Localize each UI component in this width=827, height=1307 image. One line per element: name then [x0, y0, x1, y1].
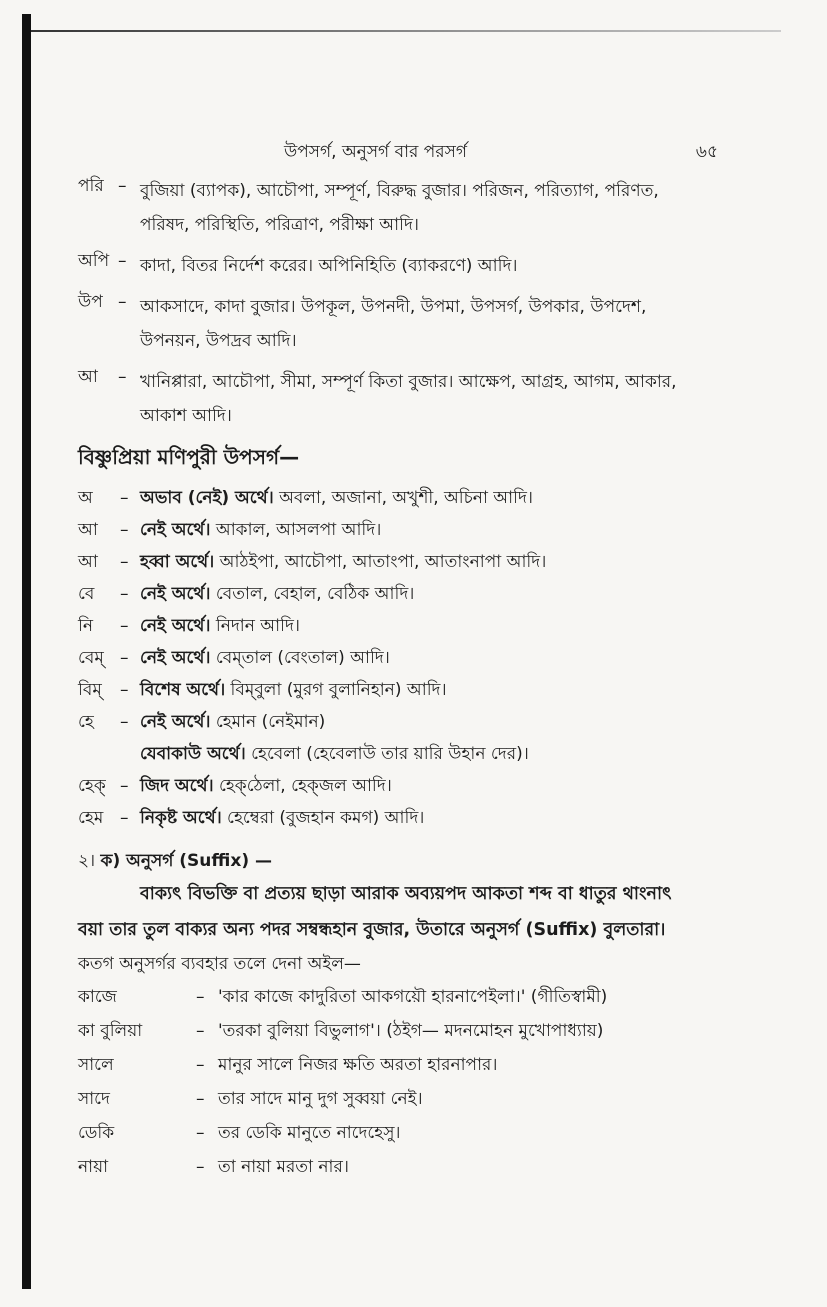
suffix-entry	[78, 1048, 718, 1082]
entry-dash: –	[120, 616, 129, 636]
mp-prefix-examples: বিম্‌বুলা (মুরগ বুলানিহান) আদি।	[225, 680, 447, 700]
suffix-term: কা বুলিয়া	[78, 1021, 143, 1041]
entry-dash: –	[196, 1021, 205, 1041]
mp-prefix-continuation	[78, 738, 718, 770]
suffix-term: কাজে	[78, 987, 117, 1007]
mp-prefix-meaning: যেবাকাউ অর্থে।	[140, 744, 246, 764]
entry-dash: –	[118, 367, 127, 387]
prefix-term: আ	[78, 367, 98, 387]
mp-prefix-examples: হেমান (নেইমান)	[210, 712, 326, 732]
suffix-term: নায়া	[78, 1157, 109, 1177]
mp-prefix-entry	[78, 770, 718, 802]
suffix-term: ডেকি	[78, 1123, 115, 1143]
entry-dash: –	[196, 987, 205, 1007]
mp-prefix-meaning: জিদ অর্থে।	[140, 776, 214, 796]
entry-dash: –	[196, 1123, 205, 1143]
prefix-meaning: খানিপ্পারা, আচৌপা, সীমা, সম্পূর্ণ কিতা বুজার।	[140, 372, 454, 392]
suffix-entry	[78, 1150, 718, 1184]
suffix-example: তর ডেকি মানুতে নাদেহেসু।	[218, 1123, 401, 1143]
mp-prefix-entry	[78, 674, 718, 706]
prefix-examples-cont: আকাশ আদি।	[140, 406, 232, 426]
mp-prefix-meaning: নেই অর্থে।	[140, 712, 211, 732]
mp-prefix-meaning: নেই অর্থে।	[140, 616, 211, 636]
entry-dash: –	[120, 520, 129, 540]
prefix-meaning: বুজিয়া (ব্যাপক), আচৌপা, সম্পূর্ণ, বিরুদ্ধ বুজার।	[140, 181, 467, 201]
entry-dash: –	[196, 1157, 205, 1177]
suffix-term: সালে	[78, 1055, 114, 1075]
prefix-examples-cont: পরিষদ, পরিস্থিতি, পরিত্রাণ, পরীক্ষা আদি।	[140, 215, 419, 235]
prefix-entry	[78, 365, 718, 433]
suffix-example: তার সাদে মানু দুগ সুব্বয়া নেই।	[218, 1089, 423, 1109]
mp-prefix-entry	[78, 802, 718, 834]
page-number: ৬৫	[695, 142, 718, 162]
entry-dash: –	[196, 1055, 205, 1075]
mp-prefix-meaning: বিশেষ অর্থে।	[140, 680, 226, 700]
section-number: ২।	[78, 851, 96, 871]
mp-prefix-entry	[78, 514, 718, 546]
suffix-definition	[78, 876, 718, 948]
mp-prefix-meaning: হব্বা অর্থে।	[140, 552, 215, 572]
mp-prefix-term: অ	[78, 488, 93, 508]
prefix-entry	[78, 290, 718, 358]
running-head	[78, 140, 718, 174]
mp-prefix-examples: আঠইপা, আচৌপা, আতাংপা, আতাংনাপা আদি।	[214, 552, 547, 572]
section-heading-mp-prefixes: বিষ্ণুপ্রিয়া মণিপুরী উপসর্গ—	[78, 445, 300, 469]
suffix-section-heading	[78, 846, 718, 876]
mp-prefix-examples: আকাল, আসলপা আদি।	[210, 520, 382, 540]
mp-prefix-meaning: নেই অর্থে।	[140, 648, 211, 668]
suffix-definition-line: বাক্যৎ বিভক্তি বা প্রত্যয় ছাড়া আরাক অব্যয়পদ আকতা শব্দ বা ধাতুর থাংনাৎ	[140, 884, 672, 904]
mp-prefix-term: হেম	[78, 808, 104, 828]
suffix-entry	[78, 1116, 718, 1150]
prefix-meaning: কাদা, বিতর নির্দেশ করের।	[140, 256, 314, 276]
mp-prefix-meaning: নেই অর্থে।	[140, 584, 211, 604]
mp-prefix-examples: হেম্বেরা (বুজহান কমগ) আদি।	[221, 808, 425, 828]
prefix-term: উপ	[78, 292, 103, 312]
book-spine-shadow	[22, 14, 31, 1289]
mp-prefix-examples: অবলা, অজানা, অখুশী, অচিনা আদি।	[273, 488, 533, 508]
suffix-intro: কতগ অনুসর্গর ব্যবহার তলে দেনা অইল—	[78, 954, 361, 974]
suffix-entry	[78, 980, 718, 1014]
prefix-examples: আক্ষেপ, আগ্রহ, আগম, আকার,	[453, 372, 677, 392]
mp-prefix-entry	[78, 642, 718, 674]
prefix-entry	[78, 249, 718, 283]
mp-prefix-meaning: নেই অর্থে।	[140, 520, 211, 540]
mp-prefix-term: আ	[78, 520, 98, 540]
entry-dash: –	[120, 680, 129, 700]
mp-prefix-term: আ	[78, 552, 98, 572]
suffix-example: মানুর সালে নিজর ক্ষতি অরতা হারনাপার।	[218, 1055, 498, 1075]
mp-prefix-entry	[78, 578, 718, 610]
entry-dash: –	[120, 488, 129, 508]
mp-prefix-meaning: নিকৃষ্ট অর্থে।	[140, 808, 222, 828]
prefix-examples: অপিনিহিতি (ব্যাকরণে) আদি।	[313, 256, 518, 276]
entry-dash: –	[120, 712, 129, 732]
prefix-term: অপি	[78, 251, 110, 271]
prefix-term: পরি	[78, 176, 104, 196]
mp-prefix-examples: হেবেলা (হেবেলাউ তার য়ারি উহান দের)।	[245, 744, 529, 764]
entry-dash: –	[120, 776, 129, 796]
mp-prefix-term: হেক্‌	[78, 776, 106, 796]
mp-prefix-term: বিম্‌	[78, 680, 102, 700]
suffix-example: 'কার কাজে কাদুরিতা আকগয়ৌ হারনাপেইলা।' (গীতিস্বামী)	[218, 987, 608, 1007]
mp-prefix-term: বেম্‌	[78, 648, 104, 668]
mp-prefix-entry	[78, 482, 718, 514]
page-content	[78, 140, 718, 1184]
suffix-heading-text: ক) অনুসর্গ (Suffix) —	[100, 851, 273, 871]
mp-prefix-term: বে	[78, 584, 95, 604]
mp-prefix-examples: বেতাল, বেহাল, বেঠিক আদি।	[210, 584, 415, 604]
entry-dash: –	[196, 1089, 205, 1109]
entry-dash: –	[120, 584, 129, 604]
mp-prefix-examples: হেক্‌ঠেলা, হেক্‌জল আদি।	[213, 776, 392, 796]
suffix-entry	[78, 1082, 718, 1116]
page-top-rule	[31, 30, 781, 32]
prefix-examples: পরিজন, পরিত্যাগ, পরিণত,	[466, 181, 659, 201]
suffix-entry	[78, 1014, 718, 1048]
mp-prefix-examples: নিদান আদি।	[210, 616, 300, 636]
entry-dash: –	[118, 251, 127, 271]
mp-prefix-entry	[78, 706, 718, 738]
mp-prefix-meaning: অভাব (নেই) অর্থে।	[140, 488, 274, 508]
prefix-entry	[78, 174, 718, 242]
prefix-examples: উপকূল, উপনদী, উপমা, উপসর্গ, উপকার, উপদেশ,	[295, 297, 647, 317]
mp-prefix-term: নি	[78, 616, 94, 636]
entry-dash: –	[120, 808, 129, 828]
chapter-title: উপসর্গ, অনুসর্গ বার পরসর্গ	[284, 142, 468, 162]
entry-dash: –	[120, 648, 129, 668]
suffix-term: সাদে	[78, 1089, 110, 1109]
suffix-definition-line: বয়া তার তুল বাক্যর অন্য পদর সম্বন্ধহান বুজার, উতারে অনুসর্গ (Suffix) বুলতারা।	[78, 920, 666, 940]
mp-prefix-term: হে	[78, 712, 94, 732]
suffix-example: 'তরকা বুলিয়া বিভুলাগ'। (ঠইগ— মদনমোহন মুখোপাধ্যায়)	[218, 1021, 604, 1041]
entry-dash: –	[118, 176, 127, 196]
mp-prefix-entry	[78, 546, 718, 578]
entry-dash: –	[118, 292, 127, 312]
suffix-example: তা নায়া মরতা নার।	[218, 1157, 349, 1177]
entry-dash: –	[120, 552, 129, 572]
prefix-examples-cont: উপনয়ন, উপদ্রব আদি।	[140, 331, 297, 351]
mp-prefix-entry	[78, 610, 718, 642]
mp-prefix-examples: বেম্‌তাল (বেংতাল) আদি।	[210, 648, 390, 668]
prefix-meaning: আকসাদে, কাদা বুজার।	[140, 297, 296, 317]
